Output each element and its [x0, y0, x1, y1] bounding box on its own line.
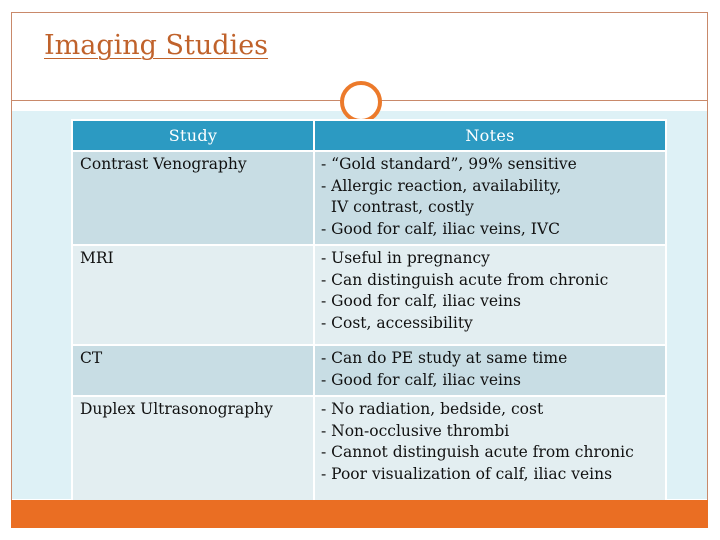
slide-title: Imaging Studies — [44, 30, 269, 61]
bottom-accent-bar — [11, 500, 708, 528]
header-study: Study — [72, 120, 314, 151]
table-row — [72, 396, 666, 505]
study-notes — [314, 345, 666, 396]
table-row — [72, 151, 666, 245]
note-line: - Poor visualization of calf, iliac veins — [321, 464, 613, 483]
imaging-studies-table — [71, 119, 667, 506]
note-line: - Can do PE study at same time — [321, 349, 568, 367]
study-name: MRI — [72, 245, 314, 345]
table-header-row — [72, 120, 666, 151]
study-notes — [314, 151, 666, 245]
note-line: - Cannot distinguish acute from chronic — [321, 443, 634, 461]
note-line: - Can distinguish acute from chronic — [321, 270, 609, 289]
note-line: IV contrast, costly — [321, 198, 474, 216]
note-line: - Useful in pregnancy — [321, 249, 490, 267]
circle-ornament-icon — [340, 81, 382, 123]
note-line: - Good for calf, iliac veins — [321, 292, 521, 310]
study-notes — [314, 245, 666, 345]
note-line: - Good for calf, iliac veins, IVC — [321, 219, 560, 238]
note-line: - “Gold standard”, 99% sensitive — [321, 155, 577, 173]
table-row — [72, 345, 666, 396]
note-line: - Good for calf, iliac veins — [321, 370, 521, 389]
note-line: - Non-occlusive thrombi — [321, 421, 510, 440]
table-row — [72, 245, 666, 345]
note-line: - Allergic reaction, availability, — [321, 176, 562, 195]
study-name: Contrast Venography — [72, 151, 314, 245]
study-name: Duplex Ultrasonography — [72, 396, 314, 505]
note-line: - Cost, accessibility — [321, 313, 473, 332]
note-line: - No radiation, bedside, cost — [321, 400, 544, 418]
study-name: CT — [72, 345, 314, 396]
header-notes: Notes — [314, 120, 666, 151]
study-notes — [314, 396, 666, 505]
